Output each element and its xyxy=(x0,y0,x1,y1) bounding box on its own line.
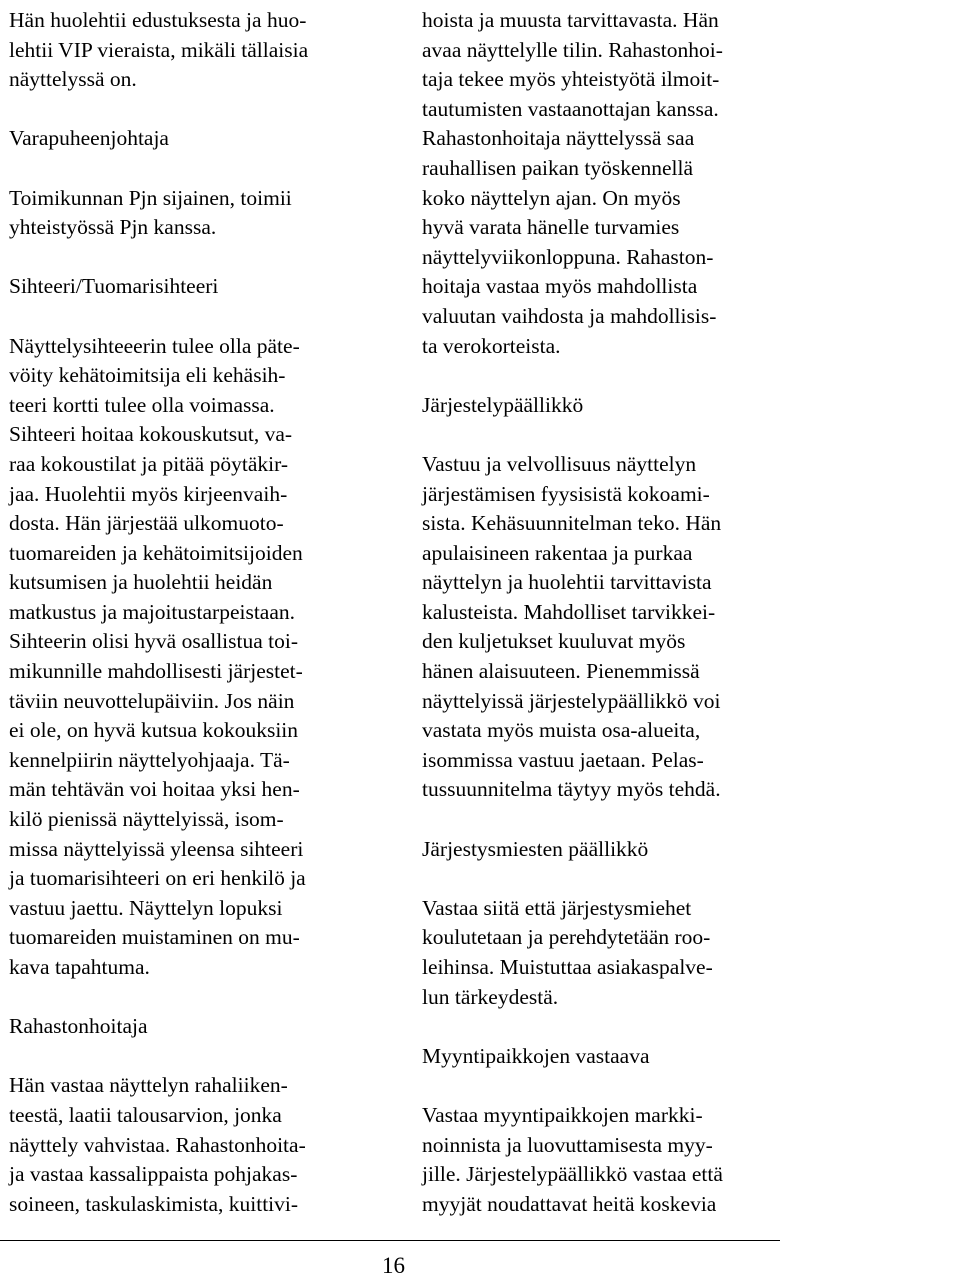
text-line: Vastuu ja velvollisuus näyttelyn xyxy=(422,451,697,476)
left-text-column xyxy=(9,6,308,1219)
text-line: Rahastonhoitaja xyxy=(9,1014,148,1039)
text-line: hänen alaisuuteen. Pienemmissä xyxy=(422,659,700,684)
text-line: ta verokorteista. xyxy=(422,333,561,358)
text-line: Varapuheenjohtaja xyxy=(9,126,169,151)
text-line: Järjestelypäällikkö xyxy=(422,392,584,417)
page-number: 16 xyxy=(382,1253,405,1278)
text-line: Myyntipaikkojen vastaava xyxy=(422,1043,650,1068)
text-line: vöity kehätoimitsija eli kehäsih- xyxy=(9,363,286,388)
text-line: lehtii VIP vieraista, mikäli tällaisia xyxy=(9,37,309,62)
right-text-column xyxy=(422,6,723,1219)
text-line: näyttelyn ja huolehtii tarvittavista xyxy=(422,570,712,595)
text-line: Hän vastaa näyttelyn rahaliiken- xyxy=(9,1073,288,1098)
text-line: näyttelyviikonloppuna. Rahaston- xyxy=(422,244,714,269)
text-line: näyttely vahvistaa. Rahastonhoita- xyxy=(9,1132,306,1157)
text-line: ja tuomarisihteeri on eri henkilö ja xyxy=(9,866,306,891)
text-line: tuomareiden ja kehätoimitsijoiden xyxy=(9,540,303,565)
text-line: Näyttelysihteeerin tulee olla päte- xyxy=(9,333,300,358)
text-line: yhteistyössä Pjn kanssa. xyxy=(9,215,217,240)
blank-line xyxy=(422,805,723,835)
text-line: täviin neuvottelupäiviin. Jos näin xyxy=(9,688,295,713)
text-line: Vastaa myyntipaikkojen markki- xyxy=(422,1102,703,1127)
text-line: leihinsa. Muistuttaa asiakaspalve- xyxy=(422,955,713,979)
text-line: Vastaa siitä että järjestysmiehet xyxy=(422,895,692,920)
text-line: koulutetaan ja perehdytetään roo- xyxy=(422,925,711,950)
text-line: Järjestysmiesten päällikkö xyxy=(422,836,649,861)
text-line: hyvä varata hänelle turvamies xyxy=(422,215,680,240)
text-line: näyttelyissä järjestelypäällikkö voi xyxy=(422,688,721,713)
text-line: sista. Kehäsuunnitelman teko. Hän xyxy=(422,511,722,536)
text-line: järjestämisen fyysisistä kokoami- xyxy=(422,481,710,506)
text-line: matkustus ja majoitustarpeistaan. xyxy=(9,599,296,624)
footer-rule xyxy=(0,1240,780,1241)
blank-line xyxy=(422,1071,723,1101)
text-line: dosta. Hän järjestää ulkomuoto- xyxy=(9,511,284,536)
text-line: Sihteeri/Tuomarisihteeri xyxy=(9,274,219,299)
text-line: kutsumisen ja huolehtii heidän xyxy=(9,570,273,595)
text-line: ja vastaa kassalippaista pohjakas- xyxy=(9,1162,298,1187)
text-line: koko näyttelyn ajan. On myös xyxy=(422,185,681,210)
text-line: tautumisten vastaanottajan kanssa. xyxy=(422,96,719,121)
text-line: taja tekee myös yhteistyötä ilmoit- xyxy=(422,67,720,92)
text-line: jille. Järjestelypäällikkö vastaa että xyxy=(422,1162,723,1187)
text-line: kava tapahtuma. xyxy=(9,955,150,979)
text-line: isommissa vastuu jaetaan. Pelas- xyxy=(422,747,704,772)
text-line: lun tärkeydestä. xyxy=(422,984,559,1009)
text-line: hoitaja vastaa myös mahdollista xyxy=(422,274,698,299)
text-line: kilö pienissä näyttelyissä, isom- xyxy=(9,807,284,832)
text-line: näyttelyssä on. xyxy=(9,67,137,92)
text-line: teeri kortti tulee olla voimassa. xyxy=(9,392,275,417)
text-line: myyjät noudattavat heitä koskevia xyxy=(422,1191,717,1216)
blank-line xyxy=(422,420,723,450)
text-line: den kuljetukset kuuluvat myös xyxy=(422,629,686,654)
text-line: Sihteeri hoitaa kokouskutsut, va- xyxy=(9,422,293,447)
text-line: valuutan vaihdosta ja mahdollisis- xyxy=(422,303,717,328)
text-line: Rahastonhoitaja näyttelyssä saa xyxy=(422,126,695,151)
text-line: Sihteerin olisi hyvä osallistua toi- xyxy=(9,629,299,654)
text-line: hoista ja muusta tarvittavasta. Hän xyxy=(422,8,719,32)
text-line: avaa näyttelylle tilin. Rahastonhoi- xyxy=(422,37,723,62)
text-line: soineen, taskulaskimista, kuittivi- xyxy=(9,1191,299,1216)
text-line: noinnista ja luovuttamisesta myy- xyxy=(422,1132,713,1157)
blank-line xyxy=(9,983,308,1013)
text-line: vastuu jaettu. Näyttelyn lopuksi xyxy=(9,895,283,920)
blank-line xyxy=(9,302,308,332)
text-line: raa kokoustilat ja pitää pöytäkir- xyxy=(9,451,288,476)
text-line: kennelpiirin näyttelyohjaaja. Tä- xyxy=(9,747,290,772)
text-line: rauhallisen paikan työskennellä xyxy=(422,155,694,180)
text-line: mikunnille mahdollisesti järjestet- xyxy=(9,659,303,684)
text-line: kalusteista. Mahdolliset tarvikkei- xyxy=(422,599,716,624)
text-line: Hän huolehtii edustuksesta ja huo- xyxy=(9,8,307,32)
text-line: tussuunnitelma täytyy myös tehdä. xyxy=(422,777,721,802)
text-line: missa näyttelyissä yleensa sihteeri xyxy=(9,836,304,861)
text-line: teestä, laatii talousarvion, jonka xyxy=(9,1102,282,1127)
blank-line xyxy=(9,1042,308,1072)
blank-line xyxy=(9,95,308,125)
blank-line xyxy=(422,1012,723,1042)
blank-line xyxy=(9,243,308,273)
text-line: ei ole, on hyvä kutsua kokouksiin xyxy=(9,718,299,743)
blank-line xyxy=(422,361,723,391)
text-line: apulaisineen rakentaa ja purkaa xyxy=(422,540,693,565)
blank-line xyxy=(422,864,723,894)
text-line: Toimikunnan Pjn sijainen, toimii xyxy=(9,185,292,210)
text-line: tuomareiden muistaminen on mu- xyxy=(9,925,300,950)
text-line: vastata myös muista osa-alueita, xyxy=(422,718,701,743)
text-line: män tehtävän voi hoitaa yksi hen- xyxy=(9,777,300,802)
blank-line xyxy=(9,154,308,184)
text-line: jaa. Huolehtii myös kirjeenvaih- xyxy=(9,481,288,506)
